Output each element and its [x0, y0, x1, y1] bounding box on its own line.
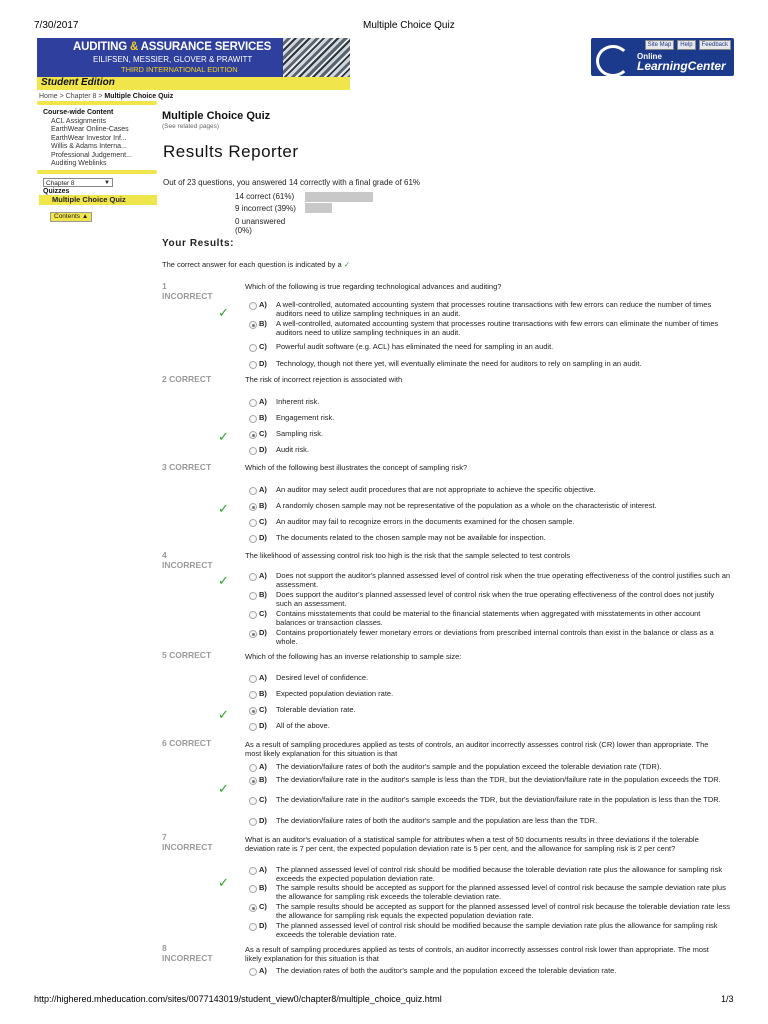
option-letter: A) [259, 397, 267, 406]
answer-option[interactable] [249, 722, 731, 731]
option-text: The deviation/failure rates of both the auditor's sample and the population exceed the tolerable deviation rate (TDR). [276, 762, 662, 771]
breadcrumb: Home > Chapter 8 > Multiple Choice Quiz [39, 93, 174, 100]
question-text: As a result of sampling procedures applied as tests of controls, an auditor incorrectly assesses control risk (CR) lower than appropriate. The most likely explanation for this situation is that [245, 740, 709, 758]
answer-option[interactable] [249, 343, 731, 352]
your-results-heading: Your Results: [162, 238, 235, 249]
sidebar-item-professional-judgement[interactable]: Professional Judgement... [51, 151, 132, 159]
answer-option[interactable] [249, 967, 731, 976]
radio-icon[interactable] [249, 723, 257, 731]
results-reporter-heading: Results Reporter [163, 142, 299, 161]
answer-option[interactable] [249, 414, 731, 423]
radio-icon[interactable] [249, 764, 257, 772]
answer-option[interactable] [249, 817, 731, 826]
option-letter: D) [259, 445, 267, 454]
answer-option[interactable] [249, 301, 731, 318]
radio-icon[interactable] [249, 611, 257, 619]
breadcrumb-home[interactable]: Home [39, 93, 58, 100]
correct-answer-check-icon: ✓ [218, 875, 229, 890]
option-letter: C) [259, 902, 267, 911]
option-letter: B) [259, 883, 267, 892]
answer-option[interactable] [249, 430, 731, 439]
correct-answer-check-icon: ✓ [218, 781, 229, 796]
answer-option[interactable] [249, 922, 731, 939]
incorrect-count: 9 incorrect (39%) [235, 204, 296, 213]
answer-option[interactable] [249, 572, 731, 589]
sidebar-item-earthwear-investor[interactable]: EarthWear Investor Inf... [51, 134, 127, 142]
answer-option[interactable] [249, 502, 731, 511]
answer-option[interactable] [249, 398, 731, 407]
radio-icon[interactable] [249, 399, 257, 407]
option-letter: A) [259, 300, 267, 309]
option-text: The planned assessed level of control risk should be modified because the tolerable deviation rate plus the allowance for sampling risk exceeds the expected population deviation rate. [276, 865, 723, 883]
score-summary: Out of 23 questions, you answered 14 correctly with a final grade of 61% [163, 178, 421, 187]
see-related-link[interactable]: (See related pages) [162, 123, 220, 130]
option-letter: C) [259, 429, 267, 438]
radio-icon[interactable] [249, 361, 257, 369]
olc-top-text: Online [637, 52, 662, 61]
option-letter: A) [259, 865, 267, 874]
option-letter: B) [259, 501, 267, 510]
sidebar-item-weblinks[interactable]: Auditing Weblinks [51, 160, 107, 167]
olc-bottom-text: LearningCenter [637, 59, 726, 73]
answer-option[interactable] [249, 763, 731, 772]
option-text: The deviation/failure rates of both the auditor's sample and the population are less than the TDR. [276, 816, 598, 825]
radio-icon[interactable] [249, 447, 257, 455]
feedback-button[interactable]: Feedback [699, 40, 731, 50]
question-text: What is an auditor's evaluation of a statistical sample for attributes when a test of 50 documents results in three deviations if the tolerable deviation rate is 7 per cent, the expected population deviation rate is 5 per cent, and the allowance for sampling risk is 2 per cent? [245, 835, 699, 853]
option-text: The sample results should be accepted as support for the planned assessed level of control risk because the sample deviation rate plus the allowance for sampling risk exceeds the tolerable deviation rate. [276, 883, 726, 901]
radio-icon[interactable] [249, 535, 257, 543]
option-text: An auditor may select audit procedures that are not appropriate to achieve the specific objective. [276, 485, 596, 494]
answer-option[interactable] [249, 486, 731, 495]
answer-option[interactable] [249, 360, 731, 369]
banner-authors: EILIFSEN, MESSIER, GLOVER & PRAWITT [93, 55, 253, 64]
breadcrumb-chapter[interactable]: Chapter 8 [65, 93, 97, 100]
option-letter: B) [259, 590, 267, 599]
option-letter: A) [259, 966, 267, 975]
banner-image [283, 38, 350, 77]
option-text: Expected population deviation rate. [276, 689, 394, 698]
question-text: The likelihood of assessing control risk too high is the risk that the sample selected to test controls [245, 551, 571, 560]
question-status: 6 CORRECT [162, 738, 212, 748]
radio-icon[interactable] [249, 968, 257, 976]
option-letter: B) [259, 413, 267, 422]
radio-icon[interactable] [249, 519, 257, 527]
radio-selected-icon[interactable] [249, 777, 257, 785]
option-letter: B) [259, 775, 267, 784]
sidebar-heading: Course-wide Content [43, 109, 114, 116]
option-text: The deviation/failure rate in the auditor's sample exceeds the TDR, but the deviation/failure rate in the population is less than the TDR. [276, 795, 721, 804]
option-text: Does not support the auditor's planned assessed level of control risk when the true operating effectiveness of the control justifies such an assessment. [276, 571, 731, 589]
option-letter: A) [259, 673, 267, 682]
option-text: A well-controlled, automated accounting system that processes routine transactions with few errors can reduce the number of times auditors need to utilize sampling techniques in an audit. [276, 300, 712, 318]
correct-count: 14 correct (61%) [235, 192, 295, 201]
radio-selected-icon[interactable] [249, 630, 257, 638]
answer-option[interactable] [249, 866, 731, 883]
question-status: 8 INCORRECT [162, 943, 213, 963]
option-letter: C) [259, 517, 267, 526]
option-text: Powerful audit software (e.g. ACL) has eliminated the need for sampling in an audit. [276, 342, 554, 351]
option-text: The deviation/failure rate in the auditor's sample is less than the TDR, but the deviation/failure rate in the population exceeds the TDR. [276, 775, 721, 784]
answer-option[interactable] [249, 884, 731, 901]
option-letter: C) [259, 609, 267, 618]
radio-icon[interactable] [249, 867, 257, 875]
option-text: Contains proportionately fewer monetary errors or deviations from prescribed internal controls than exist in the balance or class as a whole. [276, 628, 714, 646]
question-text: Which of the following is true regarding technological advances and auditing? [245, 282, 502, 291]
question-text: Which of the following has an inverse relationship to sample size: [245, 652, 462, 661]
question-status: 4 INCORRECT [162, 550, 213, 570]
sidebar-item-multiple-choice-quiz[interactable]: Multiple Choice Quiz [39, 195, 157, 205]
site-map-button[interactable]: Site Map [645, 40, 675, 50]
check-icon: ✓ [343, 260, 351, 269]
sidebar-item-willis-adams[interactable]: Willis & Adams Interna... [51, 143, 127, 150]
print-title: Multiple Choice Quiz [363, 20, 455, 31]
question-status: 7 INCORRECT [162, 832, 213, 852]
option-letter: B) [259, 319, 267, 328]
radio-icon[interactable] [249, 344, 257, 352]
student-edition-bar: Student Edition [37, 77, 350, 90]
option-letter: A) [259, 762, 267, 771]
radio-icon[interactable] [249, 818, 257, 826]
radio-icon[interactable] [249, 885, 257, 893]
option-letter: C) [259, 342, 267, 351]
option-text: Audit risk. [276, 445, 309, 454]
question-status: 2 CORRECT [162, 374, 212, 384]
sidebar-item-earthwear-cases[interactable]: EarthWear Online-Cases [51, 126, 129, 133]
print-url: http://highered.mheducation.com/sites/0077143019/student_view0/chapter8/multiple_choice_quiz.html [34, 994, 442, 1004]
option-letter: D) [259, 359, 267, 368]
radio-icon[interactable] [249, 592, 257, 600]
option-letter: C) [259, 705, 267, 714]
chevron-down-icon: ▼ [104, 180, 110, 186]
option-text: Does support the auditor's planned assessed level of control risk when the true operating effectiveness of the control does not justify such an assessment. [276, 590, 715, 608]
option-text: A randomly chosen sample may not be representative of the population as a whole on the characteristic of interest. [276, 501, 657, 510]
sidebar-divider [37, 101, 157, 105]
correct-answer-check-icon: ✓ [218, 573, 229, 588]
answer-option[interactable] [249, 674, 731, 683]
radio-selected-icon[interactable] [249, 503, 257, 511]
option-text: All of the above. [276, 721, 330, 730]
banner-edition: THIRD INTERNATIONAL EDITION [121, 65, 238, 74]
answer-option[interactable] [249, 534, 731, 543]
contents-button[interactable]: Contents ▲ [50, 212, 92, 222]
olc-logo[interactable] [591, 38, 734, 76]
option-letter: D) [259, 721, 267, 730]
answer-option[interactable] [249, 610, 731, 627]
option-text: Inherent risk. [276, 397, 320, 406]
option-text: The sample results should be accepted as support for the planned assessed level of control risk because the tolerable deviation rate less the allowance for sampling risk equals the expected population deviation rate. [276, 902, 731, 920]
question-status: 1 INCORRECT [162, 281, 213, 301]
option-letter: D) [259, 628, 267, 637]
question-text: The risk of incorrect rejection is associated with [245, 375, 403, 384]
print-page: 1/3 [721, 994, 734, 1004]
option-text: Engagement risk. [276, 413, 335, 422]
question-text: Which of the following best illustrates the concept of sampling risk? [245, 463, 468, 472]
option-letter: D) [259, 921, 267, 930]
correct-answer-check-icon: ✓ [218, 305, 229, 320]
option-text: Contains misstatements that could be material to the financial statements when aggregated with misstatements in other account balances or transaction classes. [276, 609, 701, 627]
radio-icon[interactable] [249, 573, 257, 581]
option-text: A well-controlled, automated accounting system that processes routine transactions with few errors can eliminate the number of times auditors need to utilize sampling techniques in an audit. [276, 319, 719, 337]
radio-icon[interactable] [249, 302, 257, 310]
option-letter: A) [259, 485, 267, 494]
radio-selected-icon[interactable] [249, 904, 257, 912]
question-status: 3 CORRECT [162, 462, 212, 472]
question-text: As a result of sampling procedures applied as tests of controls, an auditor incorrectly assesses control risk lower than appropriate. The most likely explanation for this situation is that [245, 945, 709, 963]
option-text: The deviation rates of both the auditor's sample and the population exceed the tolerable deviation rate. [276, 966, 617, 975]
olc-ring-icon [596, 45, 630, 77]
print-date: 7/30/2017 [34, 20, 79, 31]
banner-title: AUDITING & ASSURANCE SERVICES [73, 41, 272, 53]
correct-answer-check-icon: ✓ [218, 707, 229, 722]
correct-answer-check-icon: ✓ [218, 501, 229, 516]
correct-bar [305, 192, 373, 202]
radio-selected-icon[interactable] [249, 431, 257, 439]
answer-note: The correct answer for each question is indicated by a ✓ [162, 260, 351, 269]
option-letter: D) [259, 816, 267, 825]
question-status: 5 CORRECT [162, 650, 212, 660]
radio-icon[interactable] [249, 691, 257, 699]
sidebar-nav [43, 109, 132, 169]
option-text: Technology, though not there yet, will eventually eliminate the need for auditors to rely on sampling in an audit. [276, 359, 642, 368]
radio-icon[interactable] [249, 487, 257, 495]
answer-option[interactable] [249, 629, 731, 646]
option-letter: A) [259, 571, 267, 580]
option-text: Tolerable deviation rate. [276, 705, 356, 714]
radio-icon[interactable] [249, 415, 257, 423]
arrow-up-icon: ▲ [81, 213, 89, 220]
option-text: The planned assessed level of control risk should be modified because the sample deviation rate plus the allowance for sampling risk exceeds the tolerable deviation rate. [276, 921, 718, 939]
option-text: An auditor may fail to recognize errors in the documents examined for the chosen sample. [276, 517, 575, 526]
help-button[interactable]: Help [677, 40, 695, 50]
radio-selected-icon[interactable] [249, 707, 257, 715]
answer-option[interactable] [249, 518, 731, 527]
chapter-select[interactable]: Chapter 8 ▼ [43, 178, 113, 187]
option-text: Desired level of confidence. [276, 673, 369, 682]
sidebar-item-acl[interactable]: ACL Assignments [51, 117, 106, 125]
answer-option[interactable] [249, 690, 731, 699]
correct-answer-check-icon: ✓ [218, 429, 229, 444]
answer-option[interactable] [249, 706, 731, 715]
radio-icon[interactable] [249, 797, 257, 805]
answer-option[interactable] [249, 776, 731, 785]
option-letter: C) [259, 795, 267, 804]
page-title: Multiple Choice Quiz [162, 110, 271, 122]
book-banner[interactable] [37, 38, 350, 77]
option-letter: B) [259, 689, 267, 698]
answer-option[interactable] [249, 591, 731, 608]
option-text: Sampling risk. [276, 429, 324, 438]
incorrect-bar [305, 203, 332, 213]
quizzes-heading: Quizzes [43, 188, 70, 195]
radio-icon[interactable] [249, 923, 257, 931]
radio-selected-icon[interactable] [249, 321, 257, 329]
answer-option[interactable] [249, 446, 731, 455]
answer-option[interactable] [249, 320, 731, 337]
unanswered-count: 0 unanswered (0%) [235, 217, 286, 235]
answer-option[interactable] [249, 903, 731, 920]
answer-option[interactable] [249, 796, 731, 805]
sidebar-divider [37, 170, 157, 174]
option-text: The documents related to the chosen sample may not be available for inspection. [276, 533, 546, 542]
option-letter: D) [259, 533, 267, 542]
radio-icon[interactable] [249, 675, 257, 683]
breadcrumb-current: Multiple Choice Quiz [104, 93, 174, 100]
